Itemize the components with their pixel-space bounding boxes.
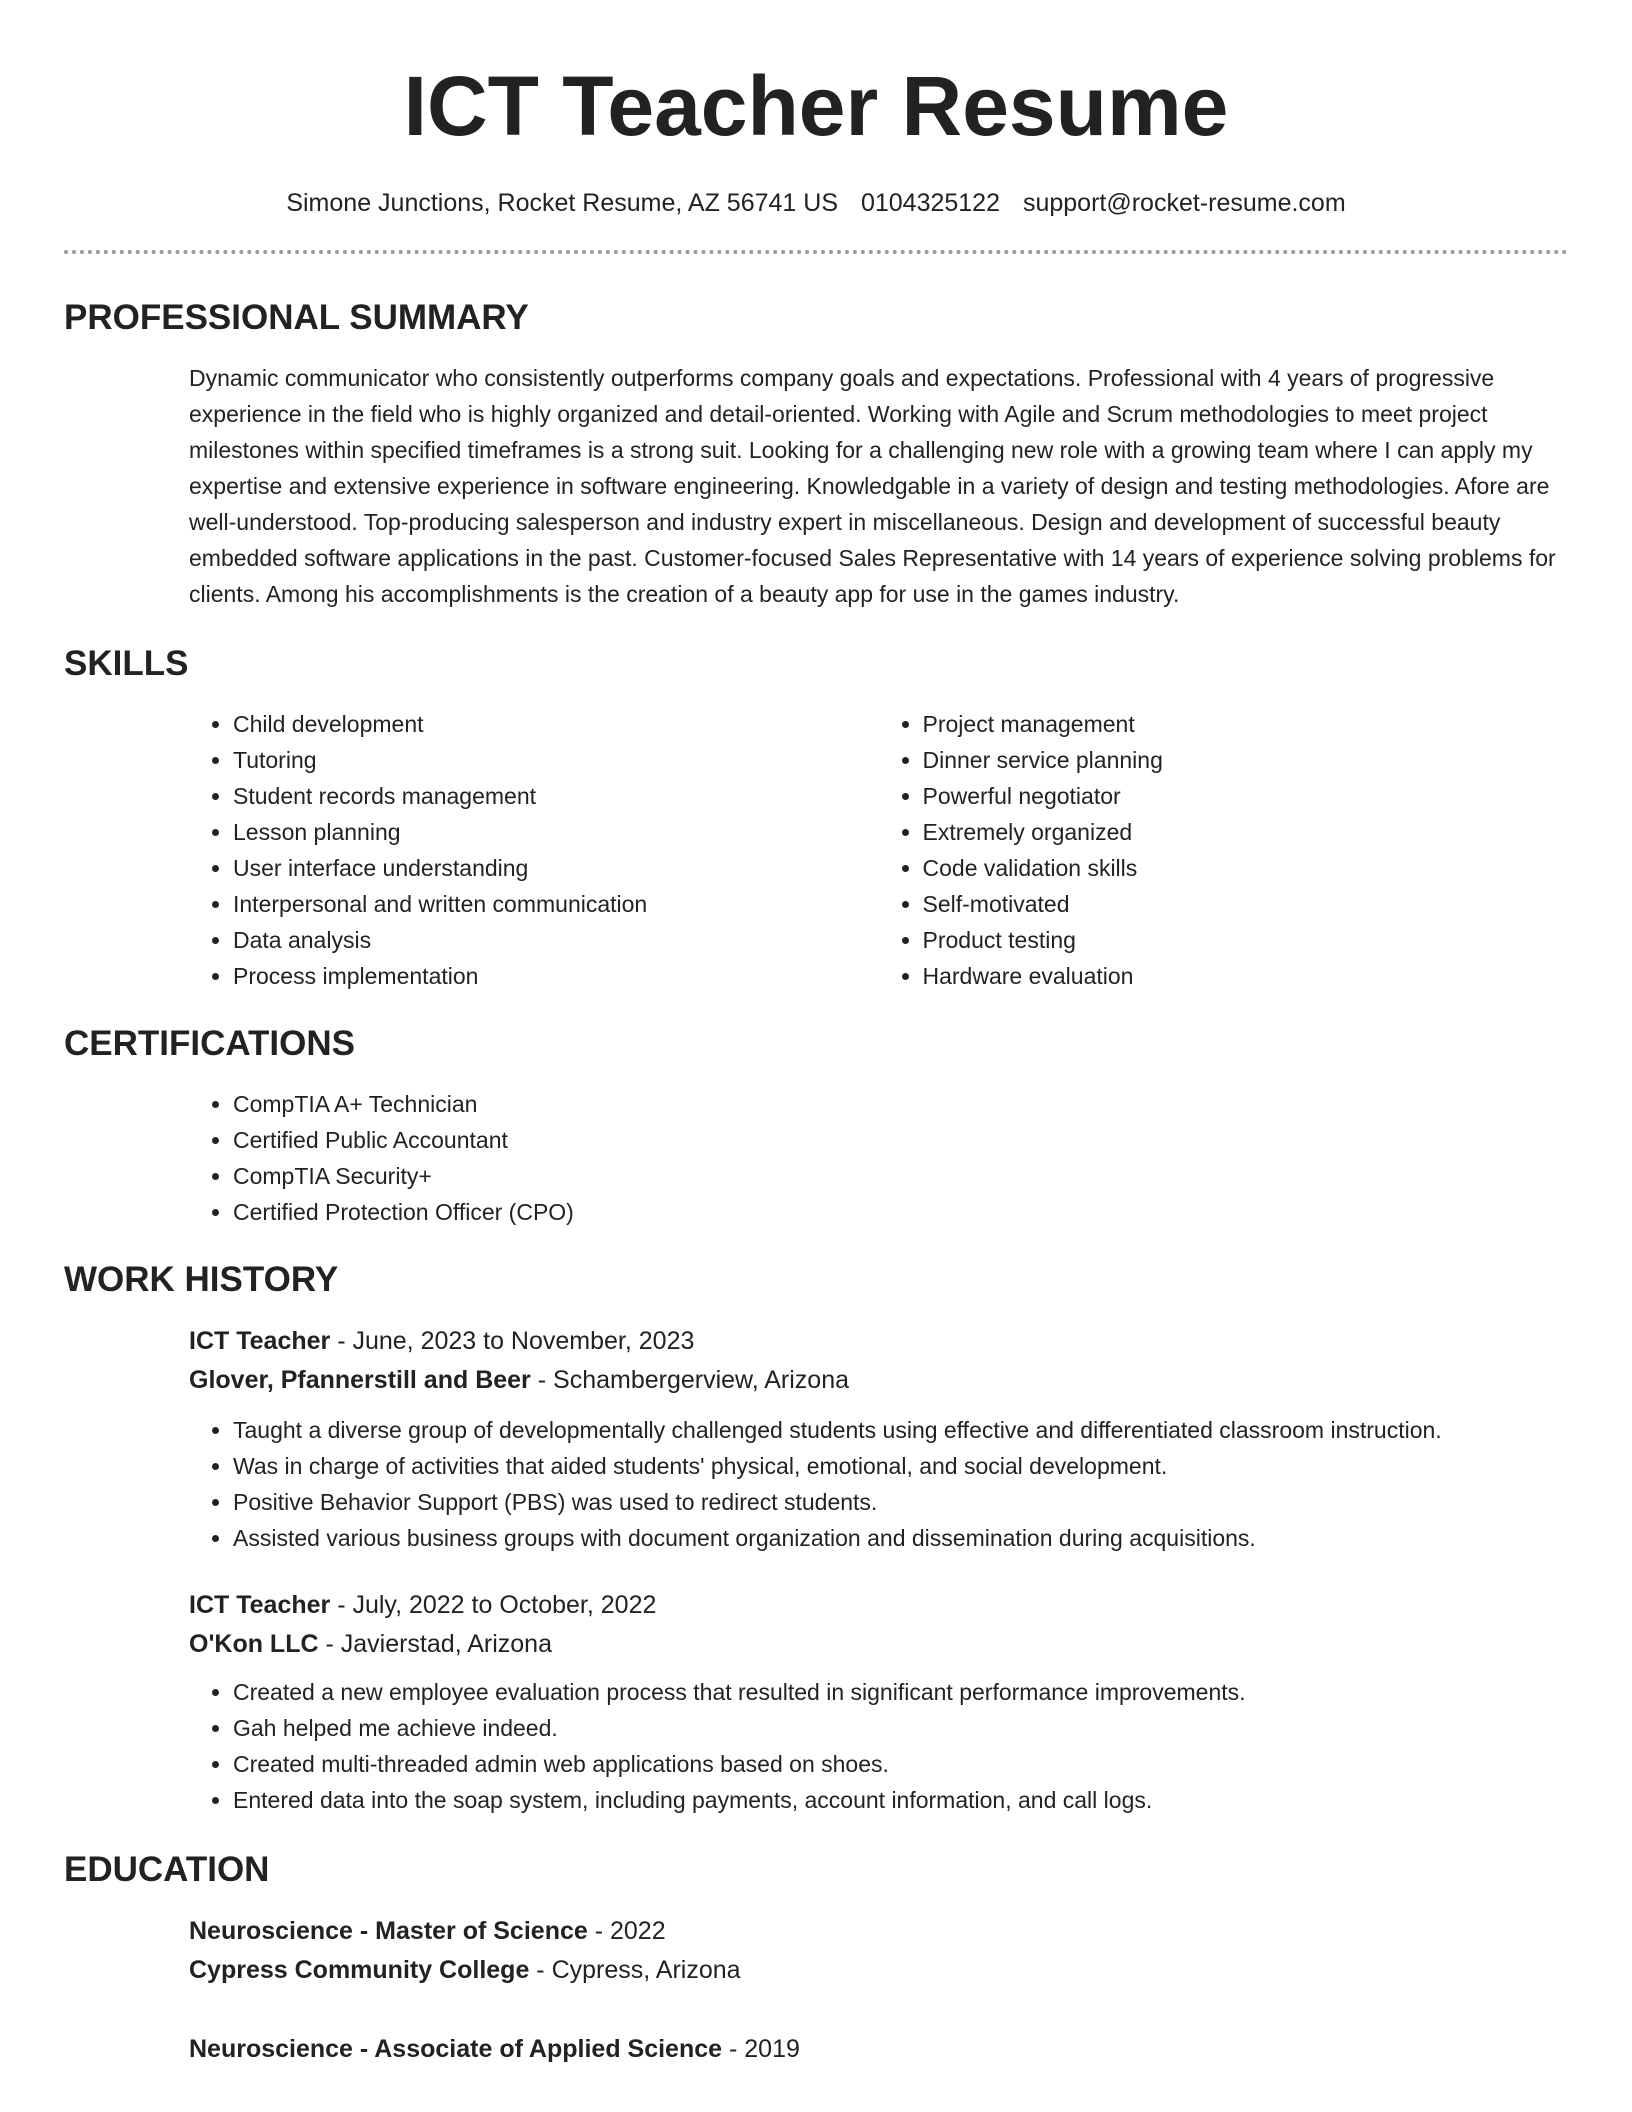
job-bullet: • Taught a diverse group of developmentally challenged students using effective and differentiated classroom instruction.: [233, 1412, 1568, 1448]
work-history-heading: WORK HISTORY: [64, 1260, 339, 1299]
skill-item: • Extremely organized: [923, 814, 1569, 850]
skill-item: • Self-motivated: [923, 886, 1569, 922]
education-school-line: [189, 1951, 1568, 1990]
skills-heading: SKILLS: [64, 644, 189, 683]
job-company-line: [189, 1361, 1568, 1400]
skill-item: • Powerful negotiator: [923, 778, 1569, 814]
skill-item: • Code validation skills: [923, 850, 1569, 886]
certification-item: • Certified Public Accountant: [233, 1122, 1568, 1158]
education-school: Cypress Community College: [189, 1956, 530, 1984]
job-bullet: • Entered data into the soap system, including payments, account information, and call logs.: [233, 1782, 1568, 1818]
job-title: ICT Teacher: [189, 1327, 331, 1355]
job-bullet: • Created a new employee evaluation process that resulted in significant performance improvements.: [233, 1674, 1568, 1710]
job-dates: - July, 2022 to October, 2022: [330, 1591, 657, 1619]
job-entry: [189, 1586, 1568, 1818]
job-location: - Schambergerview, Arizona: [530, 1366, 849, 1394]
skill-item: • Interpersonal and written communication: [233, 886, 879, 922]
education-entry: [189, 2030, 1568, 2069]
skill-item: • Lesson planning: [233, 814, 879, 850]
skill-item: • Product testing: [923, 922, 1569, 958]
education-entry: [189, 1912, 1568, 1990]
job-bullet: • Was in charge of activities that aided students' physical, emotional, and social development.: [233, 1448, 1568, 1484]
job-title: ICT Teacher: [189, 1591, 331, 1619]
education-location: - Cypress, Arizona: [529, 1956, 741, 1984]
contact-line: [0, 186, 1632, 220]
certification-item: • CompTIA Security+: [233, 1158, 1568, 1194]
job-bullet: • Positive Behavior Support (PBS) was used to redirect students.: [233, 1484, 1568, 1520]
summary-text: Dynamic communicator who consistently outperforms company goals and expectations. Professional with 4 years of progressive experience in the field who is highly organized and detail-oriented. Working with Agile and Scrum methodologies to meet project milestones within specified timeframes is a strong suit. Looking for a challenging new role with a growing team where I can apply my expertise and extensive experience in software engineering. Knowledgable in a variety of design and testing methodologies. Afore are well-understood. Top-producing salesperson and industry expert in miscellaneous. Design and development of successful beauty embedded software applications in the past. Customer-focused Sales Representative with 14 years of experience solving problems for clients. Among his accomplishments is the creation of a beauty app for use in the games industry.: [189, 365, 1556, 607]
job-location: - Javierstad, Arizona: [318, 1630, 552, 1658]
education-degree-line: [189, 1912, 1568, 1951]
skill-item: • Project management: [923, 706, 1569, 742]
header-divider: [64, 250, 1568, 254]
contact-email: support@rocket-resume.com: [1022, 189, 1346, 217]
job-entry: [189, 1322, 1568, 1556]
skill-item: • Child development: [233, 706, 879, 742]
skills-column-right: [879, 706, 1569, 994]
certifications-list: [189, 1086, 1568, 1230]
skill-item: • Process implementation: [233, 958, 879, 994]
contact-phone: 0104325122: [860, 189, 1000, 217]
resume-title: ICT Teacher Resume: [403, 59, 1229, 153]
job-title-line: [189, 1586, 1568, 1625]
contact-address: Simone Junctions, Rocket Resume, AZ 56741 US: [286, 189, 838, 217]
summary-heading: PROFESSIONAL SUMMARY: [64, 298, 529, 337]
job-bullets: [189, 1674, 1568, 1818]
education-degree: Neuroscience - Associate of Applied Science: [189, 2035, 723, 2063]
job-bullet: • Gah helped me achieve indeed.: [233, 1710, 1568, 1746]
skill-item: • Tutoring: [233, 742, 879, 778]
job-title-line: [189, 1322, 1568, 1361]
job-company-line: [189, 1625, 1568, 1664]
skill-item: • User interface understanding: [233, 850, 879, 886]
certifications-heading: CERTIFICATIONS: [64, 1024, 356, 1063]
skills-column-left: [189, 706, 879, 994]
job-bullets: [189, 1412, 1568, 1556]
job-dates: - June, 2023 to November, 2023: [330, 1327, 695, 1355]
skill-item: • Dinner service planning: [923, 742, 1569, 778]
education-heading: EDUCATION: [64, 1850, 270, 1889]
job-bullet: • Created multi-threaded admin web applications based on shoes.: [233, 1746, 1568, 1782]
education-degree: Neuroscience - Master of Science: [189, 1917, 588, 1945]
skills-list: [189, 706, 1568, 994]
job-company: Glover, Pfannerstill and Beer: [189, 1366, 531, 1394]
skill-item: • Hardware evaluation: [923, 958, 1569, 994]
skill-item: • Student records management: [233, 778, 879, 814]
job-bullet: • Assisted various business groups with document organization and dissemination during acquisitions.: [233, 1520, 1568, 1556]
skill-item: • Data analysis: [233, 922, 879, 958]
job-company: O'Kon LLC: [189, 1630, 319, 1658]
education-degree-line: [189, 2030, 1568, 2069]
education-year: - 2019: [722, 2035, 800, 2063]
education-year: - 2022: [587, 1917, 666, 1945]
certification-item: • Certified Protection Officer (CPO): [233, 1194, 1568, 1230]
certification-item: • CompTIA A+ Technician: [233, 1086, 1568, 1122]
